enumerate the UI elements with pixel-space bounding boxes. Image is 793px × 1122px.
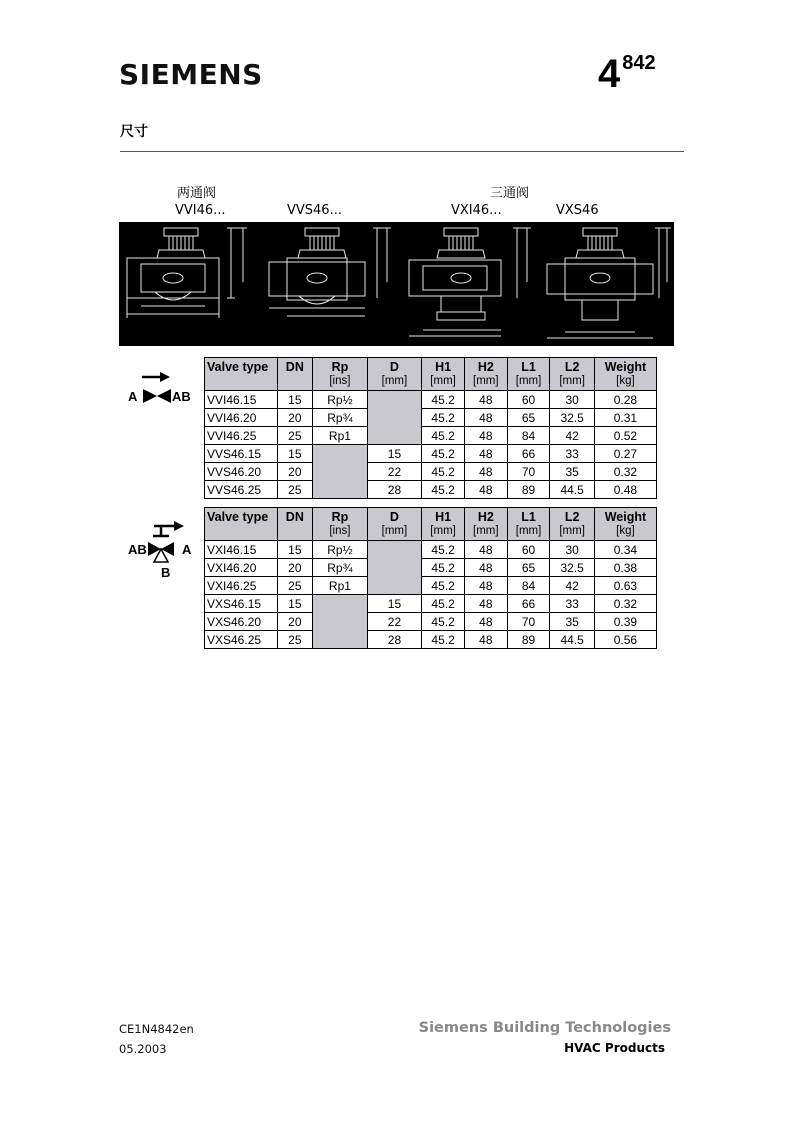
- table-cell: VVI46.20: [205, 409, 278, 427]
- table-cell: 45.2: [422, 541, 465, 559]
- table-cell: 48: [464, 559, 507, 577]
- symbol-port-ab: AB: [172, 389, 191, 404]
- table-cell: 0.32: [594, 463, 656, 481]
- column-header-name: L1: [521, 360, 536, 374]
- table-cell: VXS46.15: [205, 595, 278, 613]
- column-header-unit: [mm]: [430, 375, 456, 387]
- table-cell: 35: [550, 463, 594, 481]
- table-cell: 22: [367, 463, 422, 481]
- table-cell: 25: [277, 577, 313, 595]
- document-code: CE1N4842en: [119, 1022, 194, 1036]
- table-row: [205, 445, 657, 463]
- table-row: [205, 391, 657, 409]
- table-cell: Rp½: [313, 541, 368, 559]
- table-cell: 0.52: [594, 427, 656, 445]
- table-row: [205, 463, 657, 481]
- table-cell: 33: [550, 445, 594, 463]
- table-cell-empty: [313, 445, 368, 499]
- column-header: [550, 358, 594, 391]
- table-cell: 33: [550, 595, 594, 613]
- column-header: [507, 508, 550, 541]
- section-divider: [120, 151, 684, 152]
- label-model-vvi46: VVI46...: [175, 203, 226, 218]
- table-cell: 0.48: [594, 481, 656, 499]
- label-model-vvs46: VVS46...: [287, 203, 342, 218]
- two-way-valve-symbol: [126, 370, 196, 406]
- symbol-port-a: A: [128, 389, 138, 404]
- column-header: [367, 508, 422, 541]
- label-model-vxi46: VXI46...: [451, 203, 502, 218]
- document-date: 05.2003: [119, 1042, 167, 1056]
- table-cell: 0.38: [594, 559, 656, 577]
- table-header-row: [205, 508, 657, 541]
- column-header-unit: [ins]: [329, 375, 351, 387]
- three-way-valve-symbol: [126, 519, 196, 581]
- table-cell: VXS46.25: [205, 631, 278, 649]
- column-header: [313, 358, 368, 391]
- label-model-vxs46: VXS46: [556, 203, 599, 218]
- document-number-main: 4: [598, 52, 621, 96]
- table-cell: 20: [277, 409, 313, 427]
- column-header-name: DN: [285, 360, 304, 374]
- symbol-port-b: B: [161, 565, 171, 580]
- table-cell: 28: [367, 481, 422, 499]
- dimension-drawing: [119, 222, 674, 346]
- table-cell: 35: [550, 613, 594, 631]
- table-cell: 0.31: [594, 409, 656, 427]
- table-cell: 15: [367, 445, 422, 463]
- column-header: [507, 358, 550, 391]
- table-cell: 70: [507, 463, 550, 481]
- table-cell: 48: [464, 427, 507, 445]
- column-header: [313, 508, 368, 541]
- table-cell: 0.63: [594, 577, 656, 595]
- table-cell: 44.5: [550, 631, 594, 649]
- table-cell: 15: [367, 595, 422, 613]
- valve-drawing-vxs46: [547, 228, 671, 338]
- table-cell: 20: [277, 613, 313, 631]
- table-cell: 48: [464, 481, 507, 499]
- column-header: [464, 358, 507, 391]
- column-header-name: DN: [285, 510, 304, 524]
- table-cell: 25: [277, 481, 313, 499]
- table-cell: VVI46.15: [205, 391, 278, 409]
- table-cell: 42: [550, 427, 594, 445]
- two-way-valve-table: [204, 357, 657, 499]
- table-cell: 15: [277, 445, 313, 463]
- table-row: [205, 577, 657, 595]
- table-cell: 45.2: [422, 595, 465, 613]
- table-cell: 20: [277, 463, 313, 481]
- table-cell-empty: [367, 391, 422, 445]
- table-cell: 66: [507, 595, 550, 613]
- column-header-unit: [mm]: [515, 375, 542, 387]
- column-header: [464, 508, 507, 541]
- column-header-unit: [mm]: [559, 375, 585, 387]
- label-two-way-valve: 两通阀: [177, 186, 217, 201]
- column-header: [205, 508, 278, 541]
- table-cell: 20: [277, 559, 313, 577]
- table-cell: 45.2: [422, 481, 465, 499]
- column-header: [594, 358, 656, 391]
- table-cell: 32.5: [550, 559, 594, 577]
- table-cell: 89: [507, 481, 550, 499]
- table-cell: 48: [464, 391, 507, 409]
- column-header-unit: [mm]: [559, 525, 585, 537]
- column-header: [422, 358, 465, 391]
- table-row: [205, 595, 657, 613]
- table-cell: 48: [464, 409, 507, 427]
- column-header: [422, 508, 465, 541]
- column-header-name: H2: [477, 510, 494, 524]
- column-header: [550, 508, 594, 541]
- table-cell: 0.56: [594, 631, 656, 649]
- column-header-name: H1: [435, 360, 452, 374]
- table-cell: 48: [464, 631, 507, 649]
- table-cell: 48: [464, 577, 507, 595]
- table-cell: 28: [367, 631, 422, 649]
- symbol-port-ab: AB: [128, 542, 147, 557]
- table-cell: 15: [277, 391, 313, 409]
- table-cell: 60: [507, 541, 550, 559]
- valve-drawing-vxi46: [409, 228, 531, 336]
- table-cell: 84: [507, 577, 550, 595]
- table-cell: 65: [507, 409, 550, 427]
- table-cell: 22: [367, 613, 422, 631]
- table-cell: 30: [550, 391, 594, 409]
- table-cell: 60: [507, 391, 550, 409]
- label-three-way-valve: 三通阀: [490, 186, 530, 201]
- column-header-unit: [mm]: [515, 525, 542, 537]
- table-cell-empty: [367, 541, 422, 595]
- table-cell: 45.2: [422, 577, 465, 595]
- column-header-unit: [kg]: [616, 525, 635, 537]
- column-header-name: Weight: [604, 360, 647, 374]
- document-number: [598, 52, 656, 97]
- company-name: Siemens Building Technologies: [418, 1020, 671, 1036]
- table-cell-empty: [313, 595, 368, 649]
- table-cell: VXS46.20: [205, 613, 278, 631]
- column-header: [594, 508, 656, 541]
- table-cell: 48: [464, 613, 507, 631]
- table-header-row: [205, 358, 657, 391]
- column-header-unit: [kg]: [616, 375, 635, 387]
- table-cell: VVS46.20: [205, 463, 278, 481]
- section-title: 尺寸: [120, 124, 148, 140]
- column-header: [277, 508, 313, 541]
- table-cell: VXI46.15: [205, 541, 278, 559]
- column-header-unit: [mm]: [473, 525, 499, 537]
- document-number-sup: 842: [622, 52, 656, 74]
- table-cell: 45.2: [422, 631, 465, 649]
- table-cell: 0.28: [594, 391, 656, 409]
- column-header-name: Rp: [331, 510, 349, 524]
- table-cell: 45.2: [422, 445, 465, 463]
- table-cell: 25: [277, 631, 313, 649]
- table-cell: Rp¾: [313, 559, 368, 577]
- table-cell: 0.32: [594, 595, 656, 613]
- siemens-logo: SIEMENS: [119, 58, 263, 91]
- column-header-name: H2: [477, 360, 494, 374]
- table-cell: 45.2: [422, 613, 465, 631]
- table-cell: 44.5: [550, 481, 594, 499]
- table-row: [205, 409, 657, 427]
- column-header-unit: [mm]: [381, 525, 408, 537]
- table-cell: VVI46.25: [205, 427, 278, 445]
- table-cell: 32.5: [550, 409, 594, 427]
- table-cell: 45.2: [422, 427, 465, 445]
- table-cell: 48: [464, 541, 507, 559]
- valve-drawing-vvs46: [269, 228, 391, 316]
- column-header: [277, 358, 313, 391]
- table-cell: 30: [550, 541, 594, 559]
- column-header-name: Valve type: [207, 360, 269, 374]
- column-header-unit: [ins]: [329, 525, 351, 537]
- table-cell: 45.2: [422, 559, 465, 577]
- table-cell: 70: [507, 613, 550, 631]
- three-way-valve-table: [204, 507, 657, 649]
- column-header-unit: [mm]: [473, 375, 499, 387]
- table-cell: 45.2: [422, 391, 465, 409]
- table-cell: VXI46.20: [205, 559, 278, 577]
- table-cell: Rp½: [313, 391, 368, 409]
- dimension-drawing-svg: [119, 222, 674, 346]
- table-cell: 89: [507, 631, 550, 649]
- table-cell: 48: [464, 595, 507, 613]
- column-header-name: L2: [564, 360, 580, 374]
- column-header-unit: [mm]: [430, 525, 456, 537]
- table-cell: VVS46.25: [205, 481, 278, 499]
- table-cell: 84: [507, 427, 550, 445]
- table-cell: 0.39: [594, 613, 656, 631]
- column-header: [367, 358, 422, 391]
- column-header-name: H1: [435, 510, 452, 524]
- table-row: [205, 613, 657, 631]
- column-header-name: D: [389, 360, 399, 374]
- table-cell: 0.27: [594, 445, 656, 463]
- column-header-unit: [mm]: [381, 375, 408, 387]
- table-cell: Rp1: [313, 577, 368, 595]
- valve-drawing-vvi46: [127, 228, 247, 318]
- column-header-name: Rp: [331, 360, 349, 374]
- table-row: [205, 541, 657, 559]
- table-cell: VVS46.15: [205, 445, 278, 463]
- table-cell: VXI46.25: [205, 577, 278, 595]
- table-cell: 65: [507, 559, 550, 577]
- column-header-name: L2: [564, 510, 580, 524]
- table-row: [205, 481, 657, 499]
- table-cell: 66: [507, 445, 550, 463]
- table-cell: 45.2: [422, 463, 465, 481]
- table-row: [205, 559, 657, 577]
- column-header-name: Valve type: [207, 510, 269, 524]
- table-cell: 15: [277, 541, 313, 559]
- table-cell: 48: [464, 445, 507, 463]
- table-cell: 25: [277, 427, 313, 445]
- column-header-name: Weight: [604, 510, 647, 524]
- division-name: HVAC Products: [564, 1041, 665, 1055]
- table-cell: 42: [550, 577, 594, 595]
- table-cell: 45.2: [422, 409, 465, 427]
- table-cell: Rp1: [313, 427, 368, 445]
- table-cell: Rp¾: [313, 409, 368, 427]
- table-cell: 0.34: [594, 541, 656, 559]
- table-cell: 15: [277, 595, 313, 613]
- table-row: [205, 631, 657, 649]
- table-cell: 48: [464, 463, 507, 481]
- column-header-name: L1: [521, 510, 536, 524]
- table-row: [205, 427, 657, 445]
- column-header: [205, 358, 278, 391]
- symbol-port-a: A: [182, 542, 192, 557]
- column-header-name: D: [389, 510, 399, 524]
